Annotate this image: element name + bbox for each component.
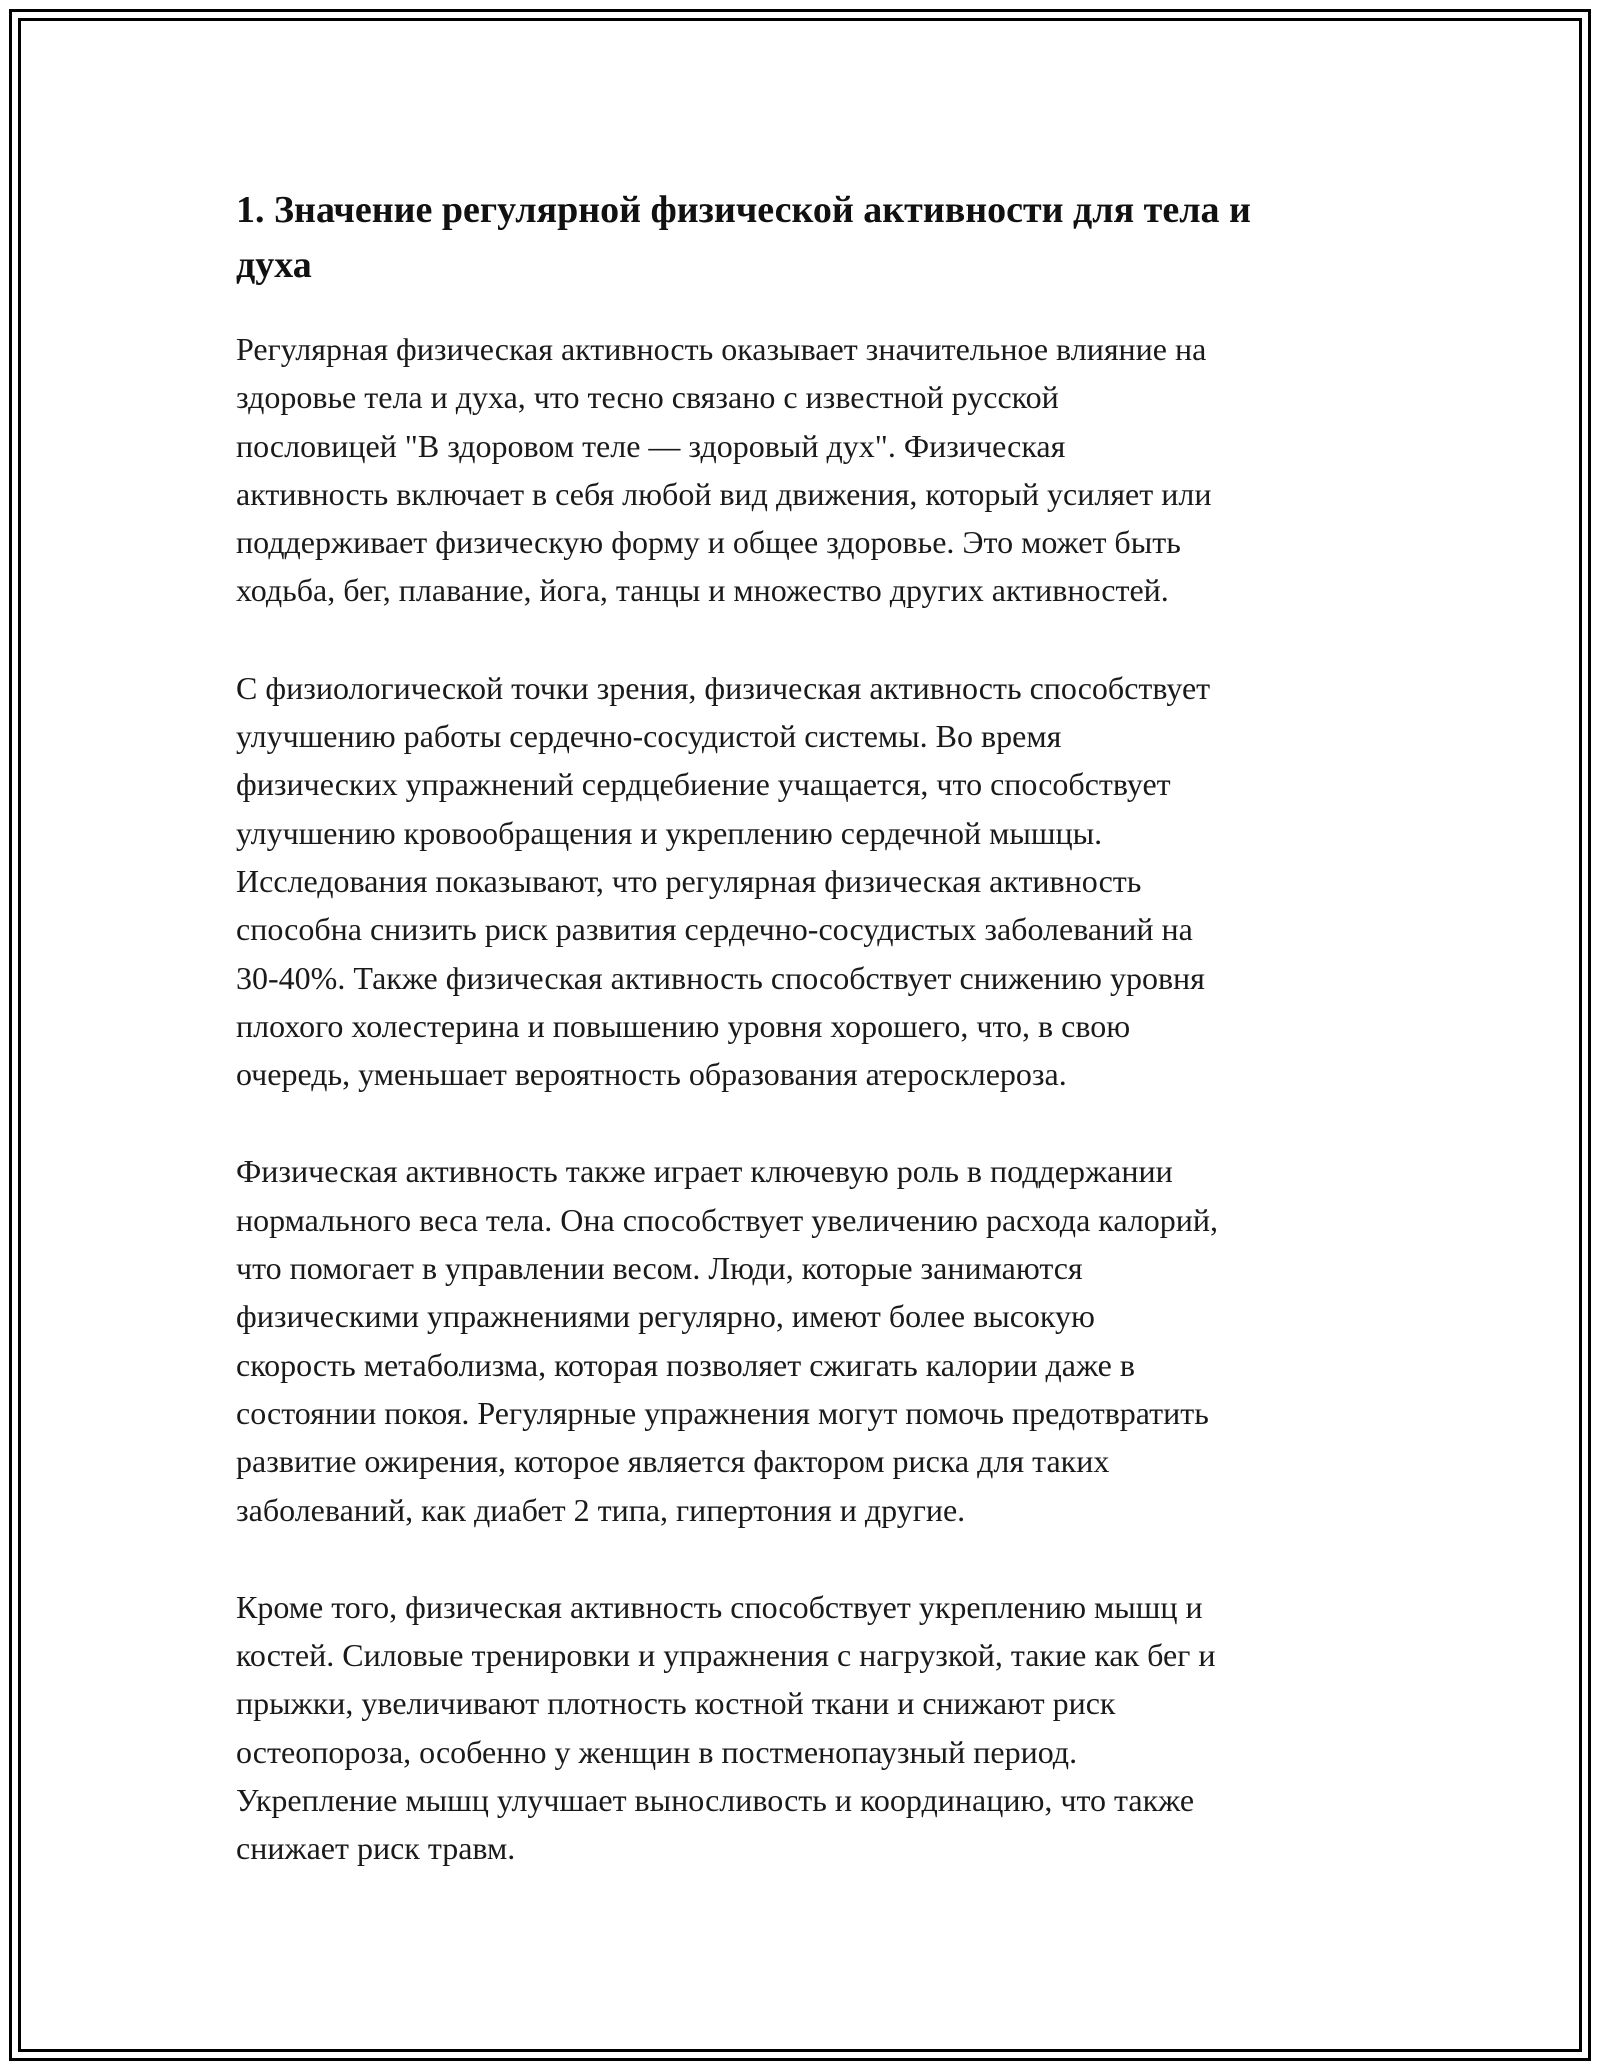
paragraph-muscles-bones: Кроме того, физическая активность способствует укреплению мышц и костей. Силовые тренировки и упражнения с нагрузкой, такие как бег и прыжки, увеличивают плотность костной ткани и снижают риск остеопороза, особенно у женщин в постменопаузный период. Укрепление мышц улучшает выносливость и координацию, что также снижает риск травм. (236, 1588, 1216, 1867)
document-body (236, 183, 1416, 1922)
paragraph-intro: Регулярная физическая активность оказывает значительное влияние на здоровье тела и духа, что тесно связано с известной русской пословицей "В здоровом теле — здоровый дух". Физическая активность включает в себя любой вид движения, который усиляет или поддерживает физическую форму и общее здоровье. Это может быть ходьба, бег, плавание, йога, танцы и множество других активностей. (236, 331, 1212, 609)
paragraph-cardiovascular: С физиологической точки зрения, физическая активность способствует улучшению работы сердечно-сосудистой системы. Во время физических упражнений сердцебиение учащается, что способствует улучшению кровообращения и укреплению сердечной мышцы. Исследования показывают, что регулярная физическая активность способна снизить риск развития сердечно-сосудистых заболеваний на 30-40%. Также физическая активность способствует снижению уровня плохого холестерина и повышению уровня хорошего, что, в свою очередь, уменьшает вероятность образования атеросклероза. (236, 669, 1211, 1093)
section-heading: 1. Значение регулярной физической активности для тела и духа (236, 189, 1251, 286)
paragraph-weight: Физическая активность также играет ключевую роль в поддержании нормального веса тела. Она способствует увеличению расхода калорий, что помогает в управлении весом. Люди, которые занимаются физическими упражнениями регулярно, имеют более высокую скорость метаболизма, которая позволяет сжигать калории даже в состоянии покоя. Регулярные упражнения могут помочь предотвратить развитие ожирения, которое является фактором риска для таких заболеваний, как диабет 2 типа, гипертония и другие. (236, 1153, 1219, 1528)
